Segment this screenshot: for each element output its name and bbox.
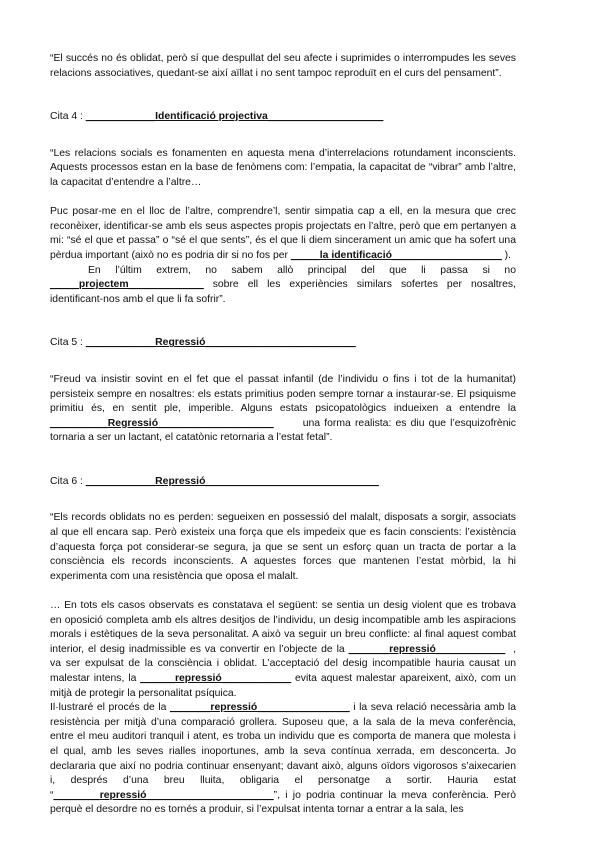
cita6-fill-blank-repressio-3: _______repressió________________ [169, 702, 350, 714]
cita4-answer-blank: ____________Identificació projectiva____________________ [85, 111, 384, 123]
cita5-label: Cita 5 : [50, 337, 83, 349]
cita4-paragraph-1: “Les relacions socials es fonamenten en aquesta mena d’interrelacions rotundament inconscients. Aquests processos estan en la base de fenòmens com: l’empatia, la capacitat de “vibrar” amb l’altre, la capacitat d’entendre a l’altre… [50, 147, 516, 188]
intro-quote: “El succés no és oblidat, però sí que despullat del seu afecte i suprimides o interrompudes les seves relacions associatives, quedant-se així aïllat i no sent tampoc reproduït en el curs del pensament”. [50, 53, 516, 79]
cita6-answer-blank: ____________Repressió______________________________ [85, 475, 379, 487]
cita4-heading [50, 110, 516, 125]
cita6-label: Cita 6 : [50, 475, 83, 487]
cita5-heading [50, 336, 516, 351]
cita6-fill-blank-repressio-1: _______repressió____________ [348, 643, 506, 655]
cita4-fill-blank-projectem: _____projectem_____________ [50, 279, 204, 291]
cita4-paragraph-2: Puc posar-me en el lloc de l’altre, comprendre’l, sentir simpatia cap a ell, en la mesura que crec reconèixer, identificar-se amb els seus aspectes propis projectats en l’altre, però que em pertanyen a mi: “sé el que et passa” o “sé el que sents”, és el que li diem sincerament un amic que ha sofert una pèrdua important (això no es podria dir si no fos per _____la identificació___________________ ). [50, 206, 516, 261]
cita5-answer-blank: ____________Regressió__________________________ [85, 337, 356, 349]
cita4-fill-blank-identificacio: _____la identificació___________________ [290, 249, 502, 261]
cita6-paragraph-1: “Els records oblidats no es perden: segueixen en possessió del malalt, disposats a sorgir, associats al que ell encara sap. Però existeix una força que els impedeix que es facin conscients: l’existència d’aquesta força pot considerar-se segura, ja que se sent un esforç quan un tracta de portar a la consciència els records inconscients. A aquestes forces que mantenen l’estat mòrbid, la hi experimenta com una resistència que oposa el malalt. [50, 512, 516, 582]
cita4-paragraph-3: En l’últim extrem, no sabem allò principal del que li passa si no _____projectem_____________ sobre ell les experiències similars sofertes per nosaltres, identificant-nos amb el que li fa sofrir”. [50, 264, 516, 305]
cita6-paragraph-3: Il·lustraré el procés de la _______repressió________________ i la seva relació necessària amb la resistència per mitjà d’una comparació grollera. Suposeu que, a la sala de la meva conferència, entre el meu auditori tranquil i atent, es troba un individu que es comporta de manera que molesta i el qual, amb les seves rialles inoportunes, amb la seva contínua xerrada, em desconcerta. Jo declararia que així no podria continuar ensenyant; davant això, alguns oïdors vigorosos s’aixecarien i, després d’una breu lluita, obligaria el personatge a sortir. Hauria estat “________repressió______________________”, i jo podria continuar la meva conferència. Però perquè el desordre no es tornés a produir, si l’expulsat intenta tornar a entrar a la sala, les [50, 702, 516, 816]
cita6-paragraph-2: … En tots els casos observats es constatava el següent: se sentia un desig violent que es trobava en oposició completa amb els altres desitjos de l’individu, un desig incompatible amb les aspiracions morals i estètiques de la seva personalitat. A això va seguir un breu conflicte: al final aquest combat interior, el desig inadmissible es va convertir en l’objecte de la _______repressió____________ , va ser expulsat de la consciència i oblidat. L’acceptació del desig incompatible hauria causat un malestar intens, la ______repressió____________ evita aquest malestar apareixent, això, com un mitjà de protegir la personalitat psíquica. [50, 600, 519, 699]
cita4-label: Cita 4 : [50, 111, 83, 123]
cita6-fill-blank-repressio-2: ______repressió____________ [140, 673, 292, 684]
cita5-paragraph: “Freud va insistir sovint en el fet que el passat infantil (de l’individu o fins i tot de la humanitat) persisteix sempre en nosaltres: els estats primitius poden sempre tornar a instaurar-se. El psiquisme primitiu és, en sentit ple, imperible. Alguns estats psicopatològics indueixen a entendre la __________Regressió____________________ una forma realista: es diu que l’esquizofrènic tornaria a ser un lactant, el catatònic retornaria a l’estat fetal”. [50, 373, 519, 444]
cita5-fill-blank-regressio: __________Regressió____________________ [50, 417, 274, 429]
cita6-heading [50, 475, 516, 490]
cita6-fill-blank-repressio-4: ________repressió______________________ [53, 789, 274, 801]
